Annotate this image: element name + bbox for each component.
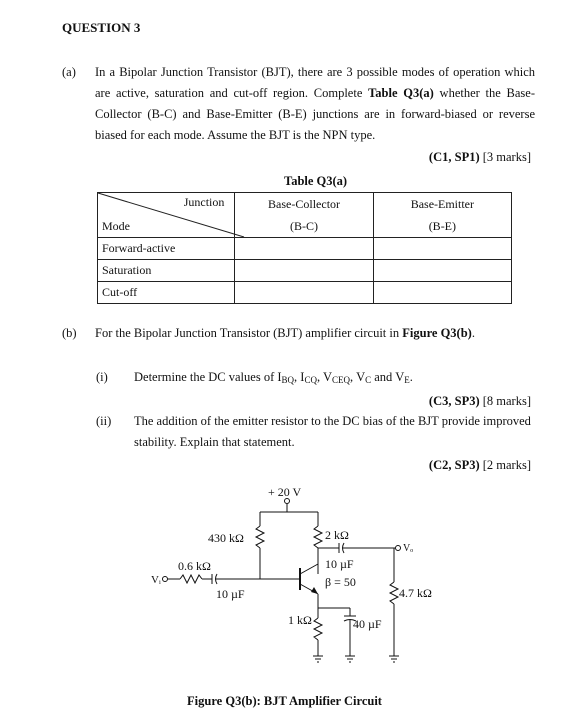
question-title: QUESTION 3 <box>62 20 141 35</box>
header-base-collector: Base-Collector <box>235 193 373 216</box>
sub-ii-label: (ii) <box>96 414 112 428</box>
table-caption: Table Q3(a) <box>284 174 348 188</box>
sub-i-marks <box>429 394 531 409</box>
rl-label: 4.7 kΩ <box>399 586 432 600</box>
rs-resistor <box>180 575 202 583</box>
sep-2: , <box>316 370 324 384</box>
corner-mode-label: Mode <box>102 219 130 233</box>
beta-label: β = 50 <box>325 575 356 589</box>
cell-bc-saturation[interactable] <box>235 260 373 282</box>
row-mode-cutoff: Cut-off <box>98 282 235 304</box>
emitter-arrow <box>311 587 318 594</box>
end-dot: . <box>409 370 413 384</box>
rb-resistor <box>256 526 264 548</box>
mode-table <box>97 192 512 304</box>
rc-resistor <box>314 526 322 548</box>
rb-label: 430 kΩ <box>208 531 244 545</box>
part-a-paragraph <box>95 62 535 146</box>
part-a-marks <box>429 150 531 165</box>
part-a-marks-code: (C1, SP1) <box>428 150 480 164</box>
sub-ve: E <box>404 375 410 385</box>
sym-vc: V <box>356 370 366 384</box>
cell-be-cutoff[interactable] <box>373 282 511 304</box>
vi-terminal <box>163 577 168 582</box>
table-header-row <box>98 193 512 216</box>
vcc-terminal <box>285 499 290 504</box>
sub-ii-text: The addition of the emitter resistor to the DC bias of the BJT provide improved stability. Explain that statement. <box>134 414 531 449</box>
part-b-intro-1: For the Bipolar Junction Transistor (BJT) amplifier circuit in <box>95 326 403 340</box>
bjt-amplifier-circuit <box>150 478 432 678</box>
sym-vceq: V <box>323 370 333 384</box>
ce-label: 40 µF <box>353 617 382 631</box>
vo-terminal <box>396 546 401 551</box>
re-resistor <box>314 618 322 640</box>
part-a-text-2: whether the Base-Collector (B-C) and Base-Emitter (B-E) junctions are in forward-biased or reverse biased for each mode. Assume the BJT is the NPN type. <box>95 86 535 142</box>
row-mode-saturation: Saturation <box>98 260 235 282</box>
sub-i-marks-code: (C3, SP3) <box>428 394 480 408</box>
header-bc-abbrev: (B-C) <box>235 215 373 238</box>
part-a-table-ref: Table Q3(a) <box>368 86 434 100</box>
sub-i-text <box>134 367 532 391</box>
sub-vceq: CEQ <box>332 375 351 385</box>
figure-caption: Figure Q3(b): BJT Amplifier Circuit <box>187 694 382 708</box>
sub-ii-marks-code: (C2, SP3) <box>428 458 480 472</box>
table-row <box>98 238 512 260</box>
table-row <box>98 282 512 304</box>
ground-symbols <box>313 656 399 662</box>
header-be-abbrev: (B-E) <box>373 215 511 238</box>
sub-icq: CQ <box>304 375 317 385</box>
part-b-figure-ref: Figure Q3(b) <box>402 326 472 340</box>
part-b-intro-2: . <box>471 326 475 340</box>
part-b-intro <box>95 326 475 341</box>
re-label: 1 kΩ <box>288 613 312 627</box>
header-base-emitter: Base-Emitter <box>373 193 511 216</box>
sep-3: , <box>350 370 357 384</box>
part-a-text-1: In a Bipolar Junction Transistor (BJT), there are 3 possible modes of operation which are active, saturation and cut-off region. Complete <box>95 65 535 100</box>
rl-resistor <box>390 582 398 604</box>
row-mode-forward-active: Forward-active <box>98 238 235 260</box>
rs-label: 0.6 kΩ <box>178 559 211 573</box>
sub-i-marks-value: [8 marks] <box>482 394 531 408</box>
cell-bc-forward-active[interactable] <box>235 238 373 260</box>
sep-1: , <box>294 370 301 384</box>
sub-ibq: BQ <box>281 375 295 385</box>
sub-ii-marks-value: [2 marks] <box>482 458 531 472</box>
part-a-label: (a) <box>62 65 76 79</box>
cell-bc-cutoff[interactable] <box>235 282 373 304</box>
transistor-collector <box>300 564 318 574</box>
cell-be-saturation[interactable] <box>373 260 511 282</box>
sym-icq: I <box>300 370 305 384</box>
table-corner-cell <box>98 193 235 238</box>
c-in-label: 10 µF <box>216 587 245 601</box>
c-out-label: 10 µF <box>325 557 354 571</box>
sym-ve: V <box>395 370 405 384</box>
sub-vc: C <box>365 375 372 385</box>
vi-label: Vᵢ <box>151 574 161 586</box>
table-row <box>98 260 512 282</box>
part-a-marks-value: [3 marks] <box>482 150 531 164</box>
cell-be-forward-active[interactable] <box>373 238 511 260</box>
vo-label: Vₒ <box>403 543 414 554</box>
part-b-label: (b) <box>62 326 77 340</box>
vcc-label: + 20 V <box>268 485 302 499</box>
sub-ii-marks <box>429 458 531 473</box>
sub-i-label: (i) <box>96 370 108 384</box>
and-word: and <box>371 370 396 384</box>
rc-label: 2 kΩ <box>325 528 349 542</box>
corner-junction-label: Junction <box>183 195 225 209</box>
sub-i-text-start: Determine the DC values of I <box>134 370 282 384</box>
